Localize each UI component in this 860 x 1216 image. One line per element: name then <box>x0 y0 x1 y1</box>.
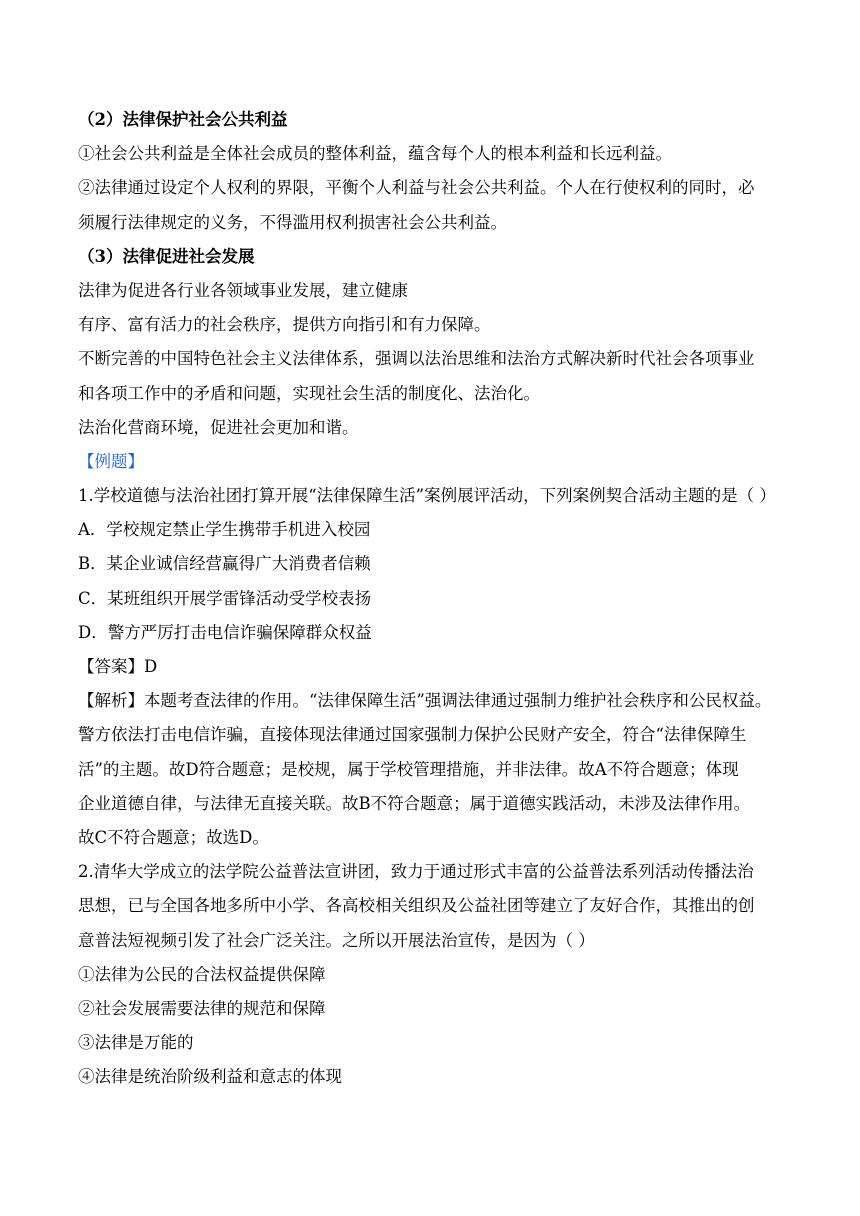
question-2-statement-1: ①法律为公民的合法权益提供保障 <box>78 964 326 984</box>
section-heading-public-interest: （2）法律保护社会公共利益 <box>78 110 288 129</box>
question-1-analysis: 【解析】本题考查法律的作用。“法律保障生活”强调法律通过强制力维护社会秩序和公民权益。 <box>78 691 772 711</box>
question-2-statement-4: ④法律是统治阶级利益和意志的体现 <box>78 1067 342 1087</box>
question-2-statement-2: ②社会发展需要法律的规范和保障 <box>78 998 326 1018</box>
question-1-option-d: D．警方严厉打击电信诈骗保障群众权益 <box>78 622 372 642</box>
document-page <box>78 103 784 1094</box>
question-1-answer: 【答案】D <box>78 657 158 676</box>
question-1-option-a: A．学校规定禁止学生携带手机进入校园 <box>78 520 371 540</box>
question-1-option-b: B．某企业诚信经营赢得广大消费者信赖 <box>78 554 371 574</box>
section-heading-social-development: （3）法律促进社会发展 <box>78 246 255 266</box>
paragraph-line: ①社会公共利益是全体社会成员的整体利益，蕴含每个人的根本利益和长远利益。 <box>78 144 672 164</box>
question-2-statement-3: ③法律是万能的 <box>78 1033 194 1053</box>
question-1-analysis: 警方依法打击电信诈骗，直接体现法律通过国家强制力保护公民财产安全，符合“法律保障生 <box>78 725 747 745</box>
question-1-stem: 1.学校道德与法治社团打算开展“法律保障生活”案例展评活动，下列案例契合活动主题的是（ ） <box>78 486 776 506</box>
question-2-stem: 思想，已与全国各地多所中小学、各高校相关组织及公益社团等建立了友好合作，其推出的创 <box>78 896 755 916</box>
question-2-stem: 意普法短视频引发了社会广泛关注。之所以开展法治宣传，是因为（ ） <box>78 930 595 950</box>
paragraph-line: 和各项工作中的矛盾和问题，实现社会生活的制度化、法治化。 <box>78 383 540 403</box>
paragraph-line: 须履行法律规定的义务，不得滥用权利损害社会公共利益。 <box>78 212 507 232</box>
paragraph-line: 不断完善的中国特色社会主义法律体系，强调以法治思维和法治方式解决新时代社会各项事业 <box>78 349 755 369</box>
question-1-analysis: 企业道德自律，与法律无直接关联。故B不符合题意；属于道德实践活动，未涉及法律作用。 <box>78 793 751 813</box>
question-1-analysis: 活”的主题。故D符合题意；是校规，属于学校管理措施，并非法律。故A不符合题意；体现 <box>78 759 739 779</box>
question-2-stem: 2.清华大学成立的法学院公益普法宣讲团，致力于通过形式丰富的公益普法系列活动传播法治 <box>78 862 754 882</box>
question-1-analysis: 故C不符合题意；故选D。 <box>78 827 269 847</box>
example-heading: 【例题】 <box>78 451 144 471</box>
paragraph-line: 有序、富有活力的社会秩序，提供方向指引和有力保障。 <box>78 315 491 335</box>
paragraph-line: 法律为促进各行业各领域事业发展，建立健康 <box>78 280 408 300</box>
paragraph-line: 法治化营商环境，促进社会更加和谐。 <box>78 417 359 437</box>
question-1-option-c: C．某班组织开展学雷锋活动受学校表扬 <box>78 588 372 608</box>
paragraph-line: ②法律通过设定个人权利的界限，平衡个人利益与社会公共利益。个人在行使权利的同时，必 <box>78 178 755 198</box>
